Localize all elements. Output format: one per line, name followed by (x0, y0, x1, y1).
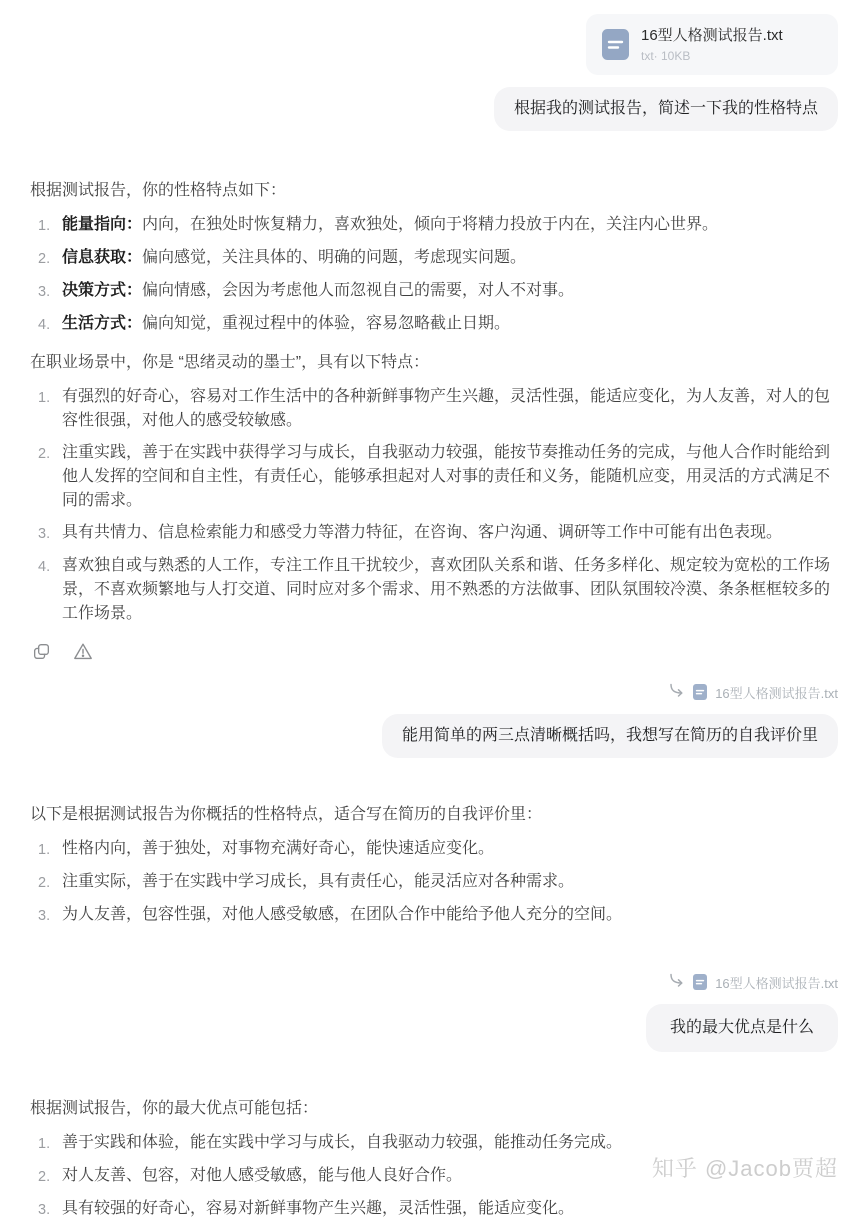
attachment-meta: txt· 10KB (641, 49, 691, 63)
copy-button[interactable] (32, 642, 51, 664)
list-item: 3. 为人友善，包容性强，对他人感受敏感，在团队合作中能给予他人充分的空间。 (38, 906, 623, 924)
list-item: 3. 具有共情力、信息检索能力和感受力等潜力特征，在咨询、客户沟通、调研等工作中可能有出色表现。 (38, 524, 783, 542)
list-item: 4. 生活方式：偏向知觉，重视过程中的体验，容易忽略截止日期。 (38, 315, 511, 333)
list-item: 1. 善于实践和体验，能在实践中学习与成长，自我驱动力较强，能推动任务完成。 (38, 1134, 623, 1152)
list-item: 2. 注重实际，善于在实践中学习成长，具有责任心，能灵活应对各种需求。 (38, 873, 575, 891)
list-item: 1. 有强烈的好奇心，容易对工作生活中的各种新鲜事物产生兴趣，灵活性强，能适应变化，为人友善，对人的包容性很强，对他人的感受较敏感。 (38, 388, 831, 429)
list-item: 2. 信息获取：偏向感觉，关注具体的、明确的问题，考虑现实问题。 (38, 249, 527, 267)
file-icon (693, 684, 707, 700)
list-item: 1. 能量指向：内向，在独处时恢复精力，喜欢独处，倾向于将精力投放于内在，关注内心世界。 (38, 216, 719, 234)
list-item: 2. 对人友善、包容，对他人感受敏感，能与他人良好合作。 (38, 1167, 463, 1185)
copy-icon (32, 642, 51, 664)
referenced-filename: 16型人格测试报告.txt (715, 685, 838, 701)
assistant-response-1 (30, 179, 838, 626)
list-item: 1. 性格内向，善于独处，对事物充满好奇心，能快速适应变化。 (38, 840, 495, 858)
trait-list (30, 213, 838, 337)
career-point-list (30, 385, 838, 626)
quoted-file-reference-1[interactable] (30, 682, 838, 702)
attachment-info (641, 26, 783, 63)
user-message-1: 根据我的测试报告，简述一下我的性格特点 (494, 87, 838, 131)
reply-arrow-icon (668, 972, 685, 992)
response2-intro: 以下是根据测试报告为你概括的性格特点，适合写在简历的自我评价里： (30, 806, 543, 823)
file-icon (602, 29, 629, 60)
referenced-filename: 16型人格测试报告.txt (715, 975, 838, 991)
user-message-3: 我的最大优点是什么 (646, 1004, 838, 1052)
message-actions (32, 642, 838, 664)
user-message-2: 能用简单的两三点清晰概括吗，我想写在简历的自我评价里 (382, 714, 838, 758)
report-button[interactable] (73, 642, 93, 664)
quoted-file-reference-2[interactable] (30, 972, 838, 992)
assistant-response-2 (30, 803, 838, 928)
warning-icon (73, 642, 93, 664)
file-icon (693, 974, 707, 990)
response3-intro: 根据测试报告，你的最大优点可能包括： (30, 1100, 319, 1117)
attachment-card[interactable] (586, 14, 838, 75)
summary-point-list (30, 837, 838, 928)
zhihu-watermark: 知乎 @Jacob贾超 (651, 1156, 838, 1181)
attachment-filename: 16型人格测试报告.txt (641, 27, 783, 44)
response1-intro: 根据测试报告，你的性格特点如下： (30, 182, 287, 199)
list-item: 2. 注重实践，善于在实践中获得学习与成长，自我驱动力较强，能按节奏推动任务的完成，与他人合作时能给到他人发挥的空间和自主性，有责任心，能够承担起对人对事的责任和义务，能随机应变，用灵活的方式满足不同的需求。 (38, 444, 831, 509)
list-item: 3. 具有较强的好奇心，容易对新鲜事物产生兴趣，灵活性强，能适应变化。 (38, 1200, 575, 1218)
reply-arrow-icon (668, 682, 685, 702)
response1-career-intro: 在职业场景中，你是 “思绪灵动的墨士”，具有以下特点： (30, 354, 430, 371)
list-item: 3. 决策方式：偏向情感，会因为考虑他人而忽视自己的需要，对人不对事。 (38, 282, 575, 300)
list-item: 4. 喜欢独自或与熟悉的人工作，专注工作且干扰较少，喜欢团队关系和谐、任务多样化、规定较为宽松的工作场景，不喜欢频繁地与人打交道、同时应对多个需求、用不熟悉的方法做事、团队氛围较冷漠、条条框框较多的工作场景。 (38, 557, 831, 622)
